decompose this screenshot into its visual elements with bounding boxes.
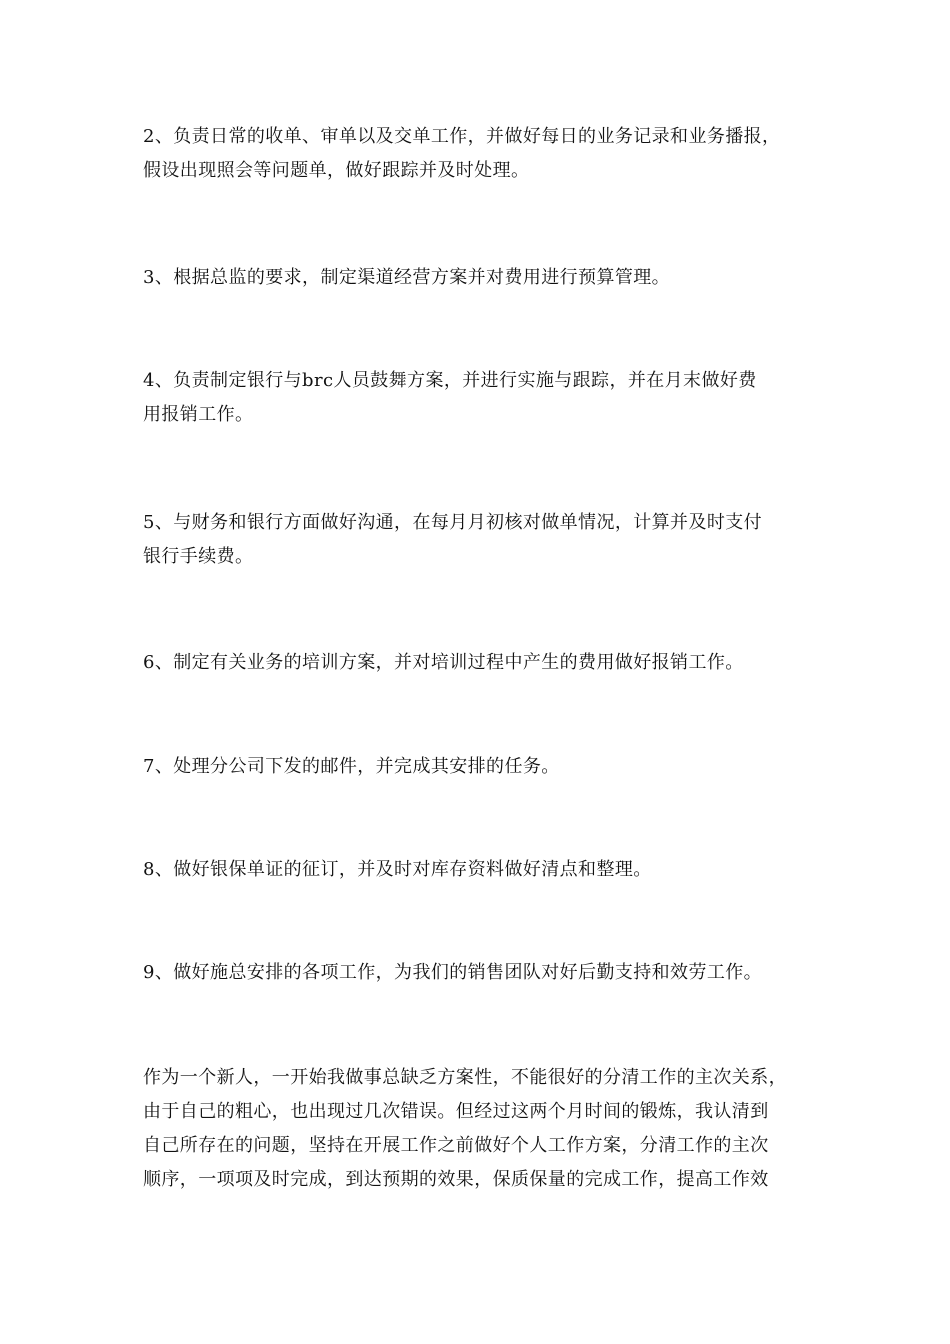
text-line: 作为一个新人，一开始我做事总缺乏方案性，不能很好的分清工作的主次关系， — [143, 1067, 787, 1088]
text-line: 假设出现照会等问题单，做好跟踪并及时处理。 — [143, 160, 530, 181]
text-line: 6、制定有关业务的培训方案，并对培训过程中产生的费用做好报销工作。 — [143, 652, 744, 673]
paragraph-item-4 — [143, 364, 823, 432]
text-line: 2、负责日常的收单、审单以及交单工作，并做好每日的业务记录和业务播报， — [143, 126, 781, 147]
paragraph-item-6 — [143, 646, 823, 680]
paragraph-item-2 — [143, 120, 823, 188]
paragraph-item-9 — [143, 956, 823, 990]
text-line: 4、负责制定银行与brc人员鼓舞方案，并进行实施与跟踪，并在月末做好费 — [143, 370, 757, 391]
text-line: 7、处理分公司下发的邮件，并完成其安排的任务。 — [143, 756, 560, 777]
text-line: 8、做好银保单证的征订，并及时对库存资料做好清点和整理。 — [143, 859, 652, 880]
paragraph-item-5 — [143, 506, 823, 574]
paragraph-item-7 — [143, 750, 823, 784]
text-line: 9、做好施总安排的各项工作，为我们的销售团队对好后勤支持和效劳工作。 — [143, 962, 763, 983]
paragraph-item-3 — [143, 261, 823, 295]
text-line: 顺序，一项项及时完成，到达预期的效果，保质保量的完成工作，提高工作效 — [143, 1169, 769, 1190]
paragraph-item-8 — [143, 853, 823, 887]
text-line: 5、与财务和银行方面做好沟通，在每月月初核对做单情况，计算并及时支付 — [143, 512, 763, 533]
text-line: 3、根据总监的要求，制定渠道经营方案并对费用进行预算管理。 — [143, 267, 671, 288]
text-line: 银行手续费。 — [143, 546, 254, 567]
text-line: 由于自己的粗心，也出现过几次错误。但经过这两个月时间的锻炼，我认清到 — [143, 1101, 769, 1122]
text-line: 自己所存在的问题，坚持在开展工作之前做好个人工作方案，分清工作的主次 — [143, 1135, 769, 1156]
text-line: 用报销工作。 — [143, 404, 254, 425]
paragraph-summary — [143, 1061, 823, 1197]
